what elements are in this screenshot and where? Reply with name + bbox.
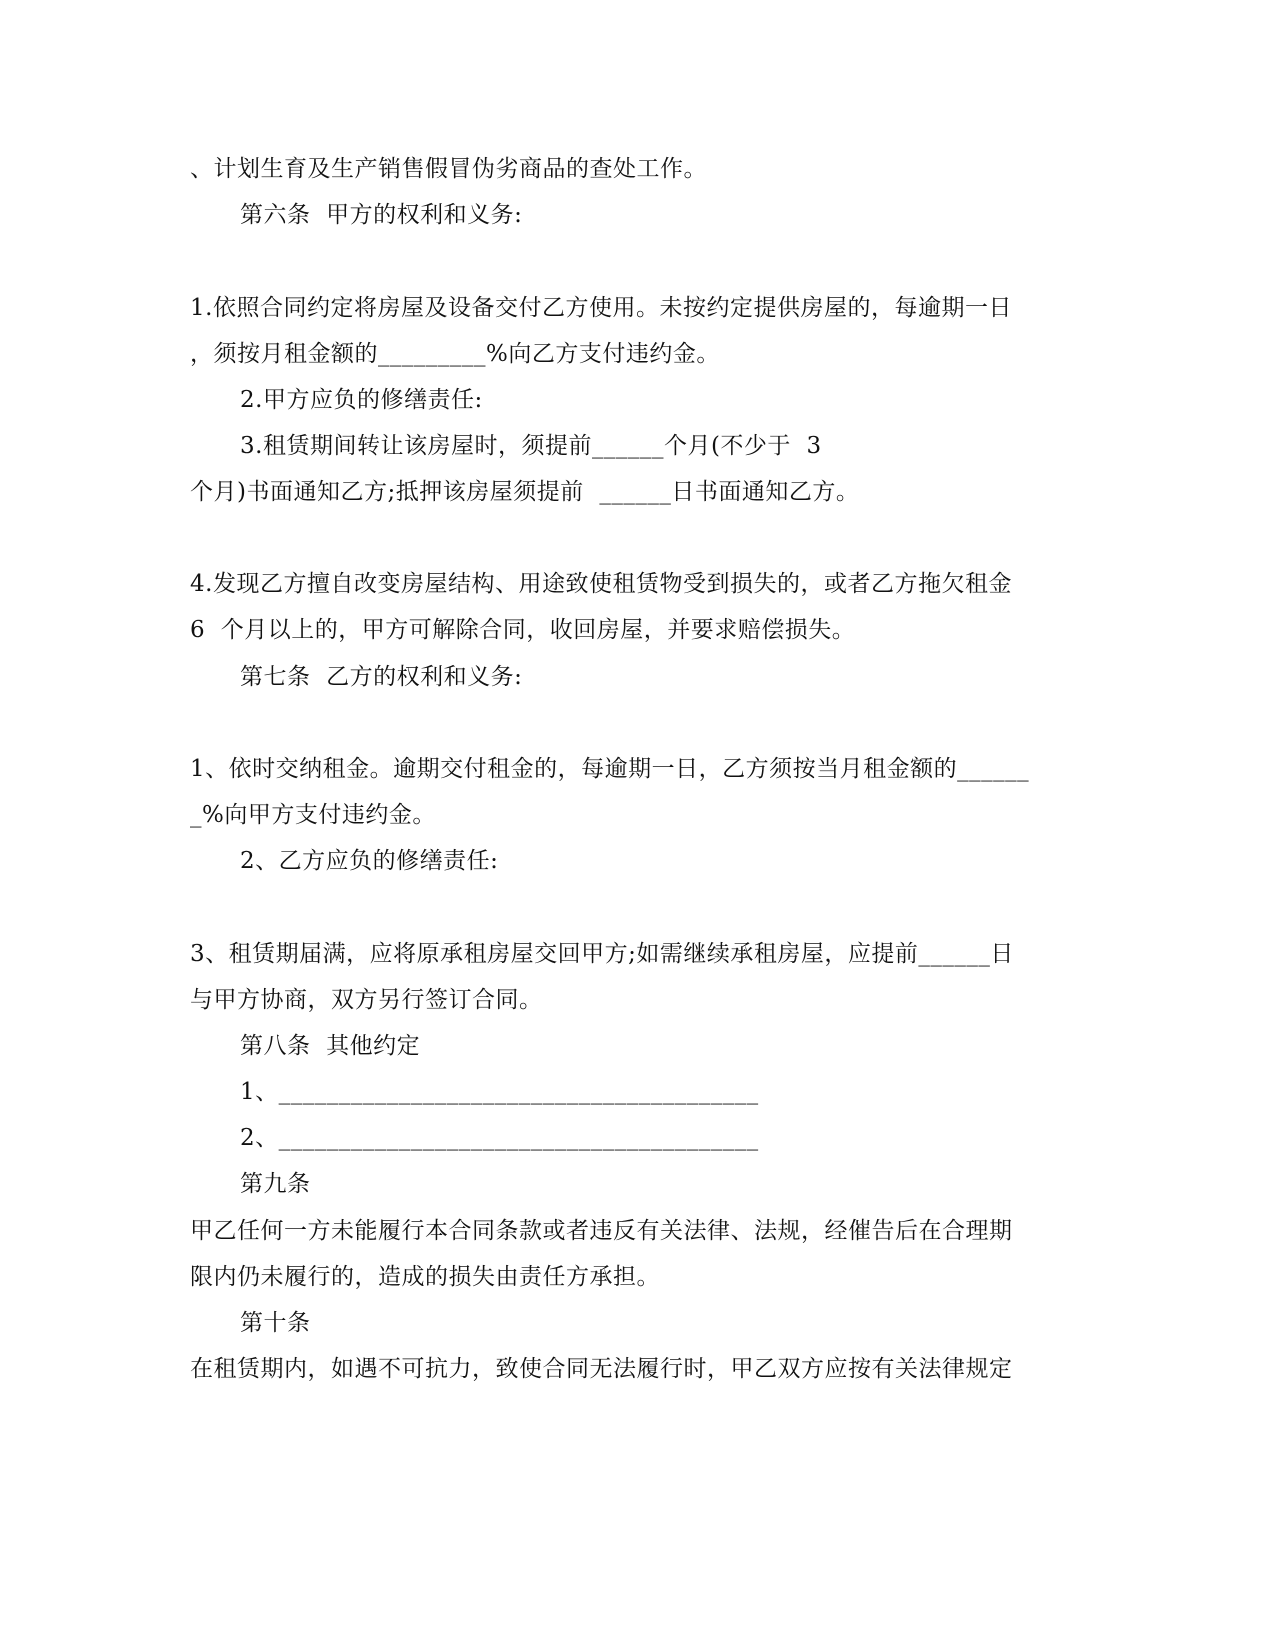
text-line: 1.依照合同约定将房屋及设备交付乙方使用。未按约定提供房屋的，每逾期一日	[190, 295, 1012, 321]
article-nine-heading: 第九条	[240, 1171, 311, 1197]
text-line: 3、租赁期届满，应将原承租房屋交回甲方;如需继续承租房屋，应提前______日	[190, 941, 1014, 967]
text-line: 个月)书面通知乙方;抵押该房屋须提前 ______日书面通知乙方。	[190, 479, 860, 505]
text-line: 6 个月以上的，甲方可解除合同，收回房屋，并要求赔偿损失。	[190, 617, 856, 643]
blank-line-2: 2、________________________________________	[240, 1125, 759, 1151]
blank-line-1: 1、________________________________________	[240, 1079, 759, 1105]
text-line: 、计划生育及生产销售假冒伪劣商品的查处工作。	[190, 156, 707, 182]
text-line: 在租赁期内，如遇不可抗力，致使合同无法履行时，甲乙双方应按有关法律规定	[190, 1356, 1013, 1382]
text-line: ，须按月租金额的_________%向乙方支付违约金。	[190, 341, 720, 367]
text-line: 4.发现乙方擅自改变房屋结构、用途致使租赁物受到损失的，或者乙方拖欠租金	[190, 571, 1012, 597]
text-line: _%向甲方支付违约金。	[190, 802, 436, 828]
text-line: 3.租赁期间转让该房屋时，须提前______个月(不少于 3	[240, 433, 822, 459]
text-line: 2、乙方应负的修缮责任:	[240, 848, 499, 874]
text-line: 2.甲方应负的修缮责任:	[240, 387, 483, 413]
article-seven-heading: 第七条 乙方的权利和义务:	[240, 664, 523, 690]
text-line: 与甲方协商，双方另行签订合同。	[190, 987, 543, 1013]
article-six-heading: 第六条 甲方的权利和义务:	[240, 202, 523, 228]
article-ten-heading: 第十条	[240, 1310, 311, 1336]
text-line: 甲乙任何一方未能履行本合同条款或者违反有关法律、法规，经催告后在合理期	[190, 1218, 1013, 1244]
text-line: 限内仍未履行的，造成的损失由责任方承担。	[190, 1264, 660, 1290]
article-eight-heading: 第八条 其他约定	[240, 1033, 421, 1059]
text-line: 1、依时交纳租金。逾期交付租金的，每逾期一日，乙方须按当月租金额的______	[190, 756, 1030, 782]
